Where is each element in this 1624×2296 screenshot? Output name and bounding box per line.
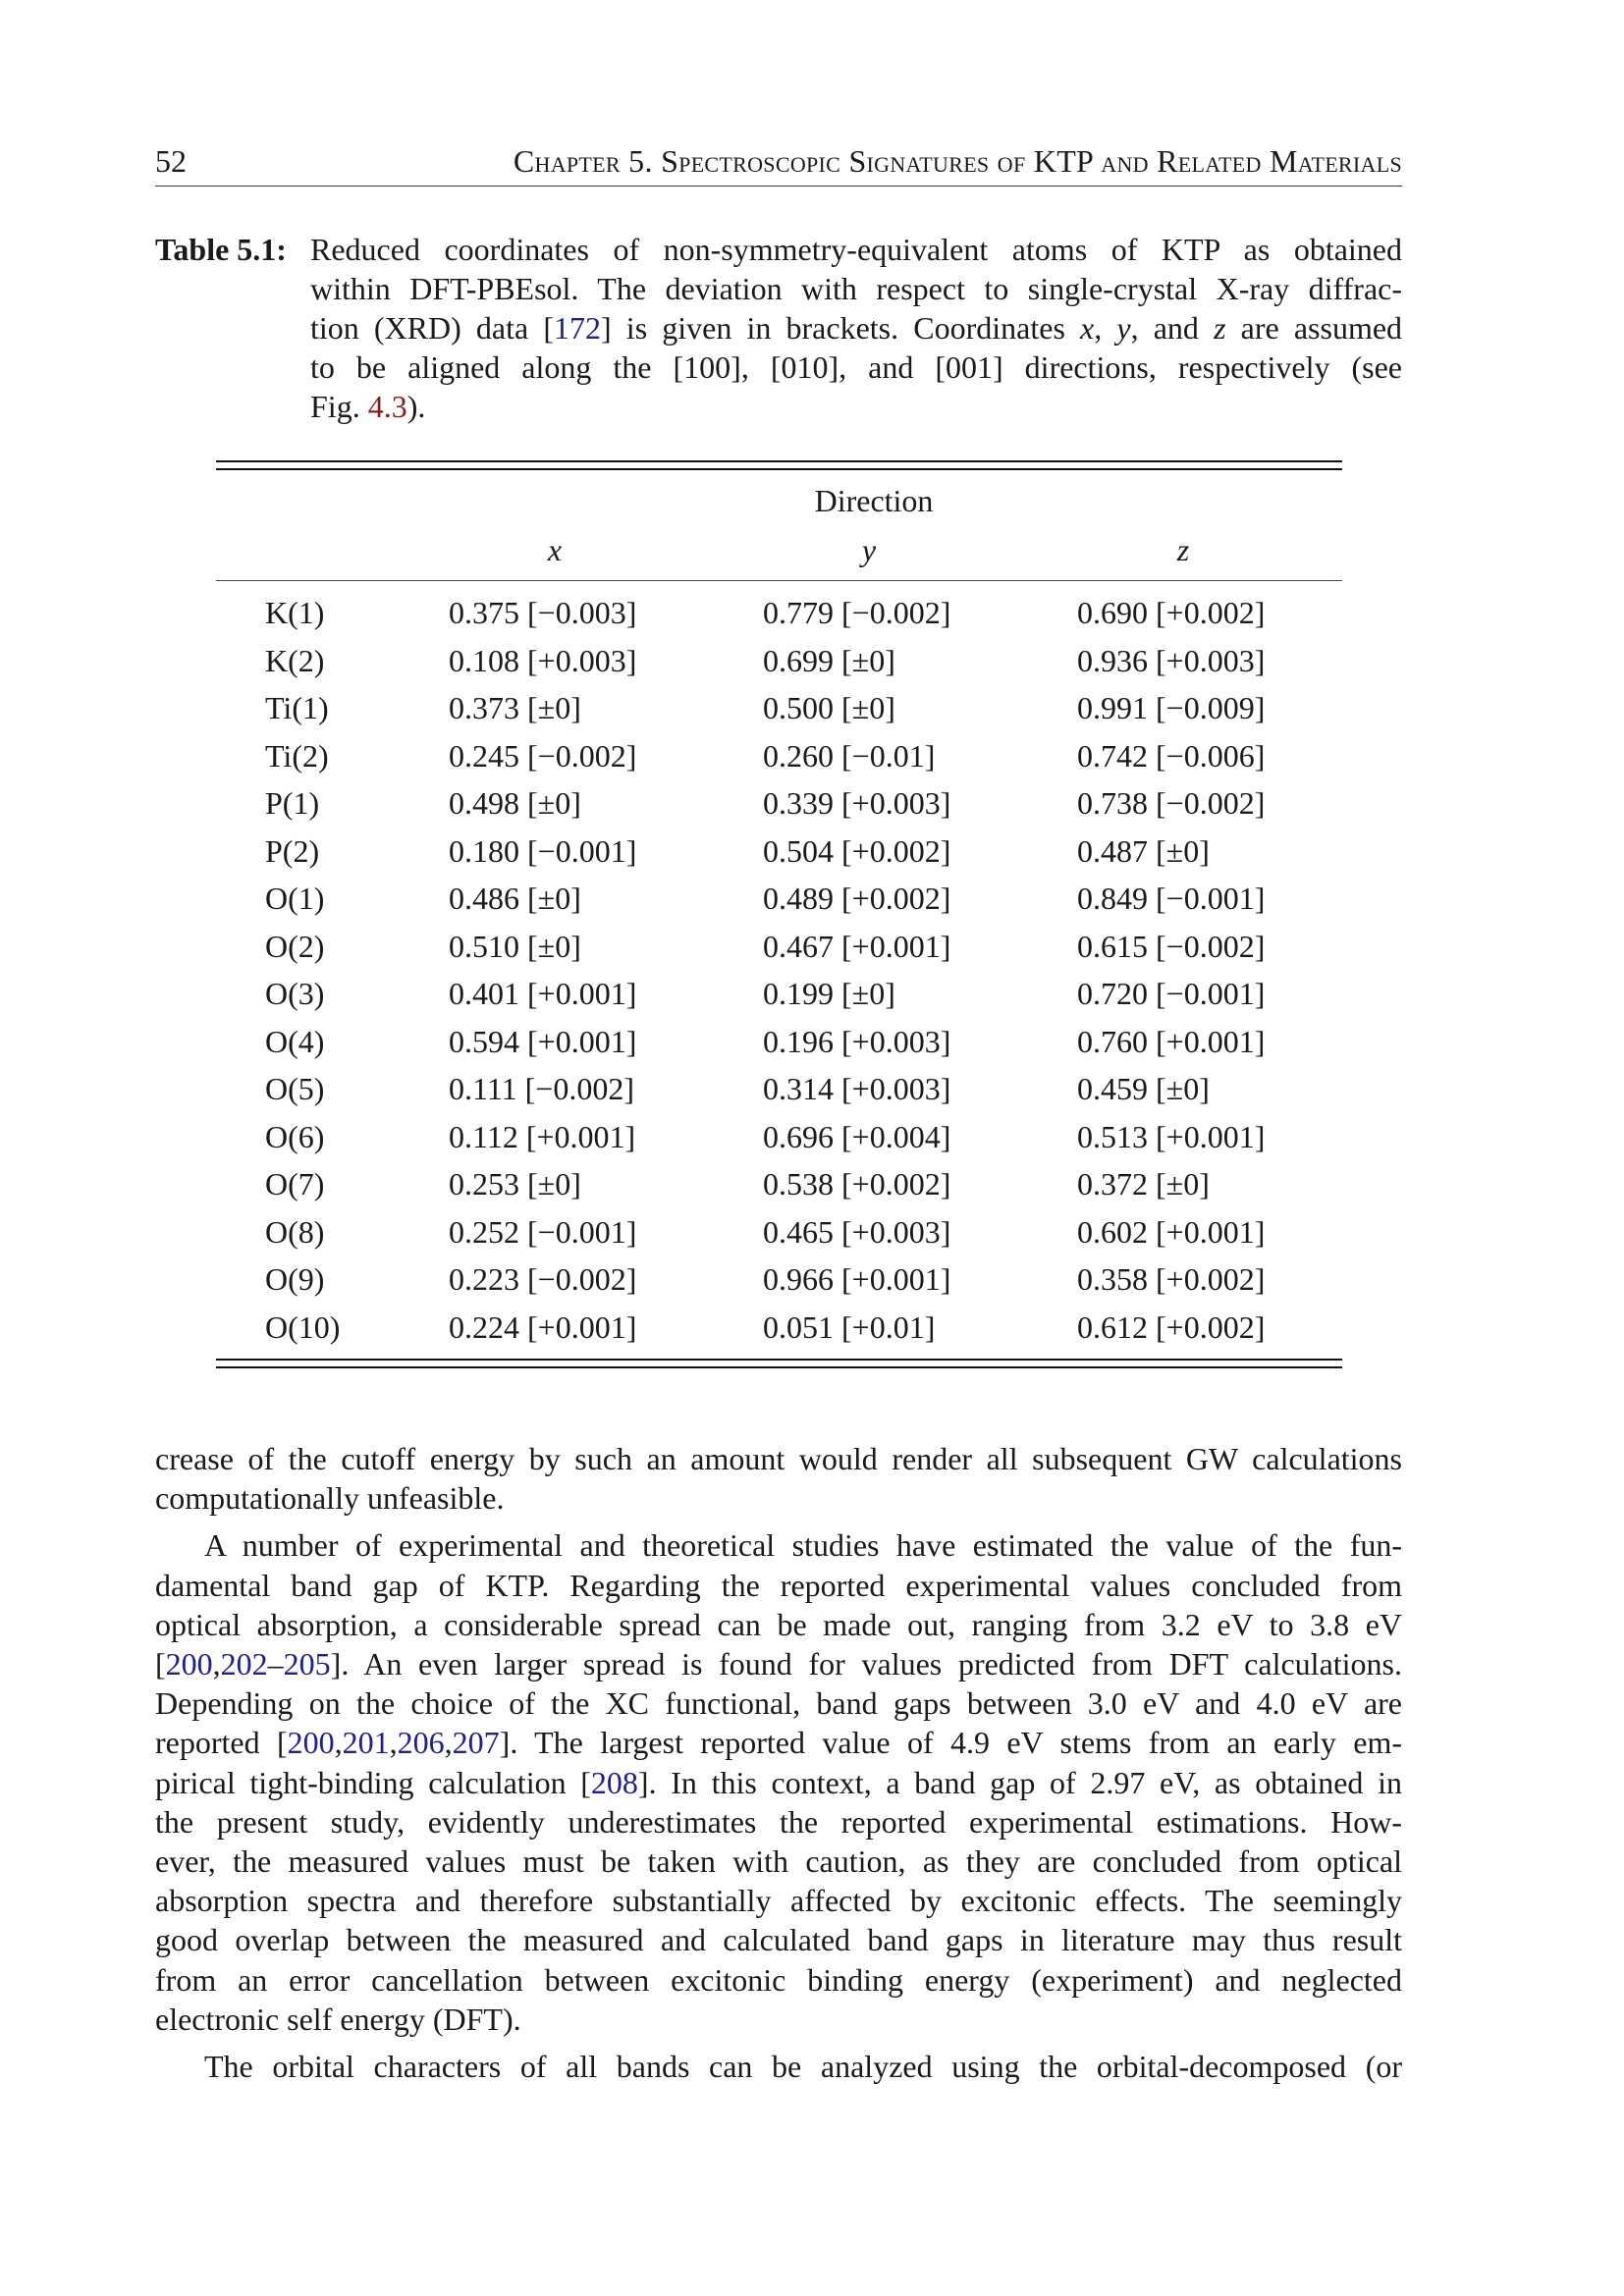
citation-link[interactable]: 208	[590, 1764, 638, 1800]
x-coordinate: 0.373 [±0]	[449, 690, 581, 725]
text-line	[155, 1842, 1402, 1881]
text-line	[155, 1566, 1402, 1605]
top-rule-inner	[216, 468, 1342, 470]
y-coordinate: 0.051 [+0.01]	[763, 1308, 936, 1345]
running-header: Chapter 5. Spectroscopic Signatures of KTP and Related Materials	[513, 143, 1402, 179]
text-line	[155, 1683, 1402, 1723]
y-coordinate: 0.538 [+0.002]	[763, 1166, 951, 1201]
column-header-z: z	[1176, 532, 1190, 567]
y-coordinate: 0.465 [+0.003]	[763, 1213, 951, 1250]
citation-link[interactable]: 206	[397, 1725, 445, 1761]
x-coordinate: 0.252 [−0.001]	[449, 1213, 637, 1250]
top-rule	[216, 460, 1342, 462]
y-coordinate: 0.199 [±0]	[763, 976, 895, 1011]
citation-link[interactable]: 205	[283, 1646, 331, 1682]
text-segment: Reduced coordinates of non-symmetry-equivalent atoms of KTP as obtained	[310, 232, 1402, 267]
text-segment: ]. The largest reported value of 4.9 eV stems from an early em-	[499, 1725, 1403, 1761]
citation-link[interactable]: 202	[220, 1646, 268, 1682]
text-segment: damental band gap of KTP. Regarding the reported experimental values concluded from	[155, 1567, 1402, 1603]
text-segment: absorption spectra and therefore substantially affected by excitonic effects. The seemingly	[155, 1883, 1402, 1919]
header-rule	[155, 186, 1402, 187]
text-segment: ,	[444, 1725, 453, 1761]
text-segment: , and	[1130, 310, 1215, 346]
y-coordinate: 0.699 [±0]	[763, 642, 895, 678]
x-coordinate: 0.253 [±0]	[449, 1166, 581, 1201]
atom-label: O(8)	[265, 1213, 325, 1250]
citation-link[interactable]: 172	[554, 310, 602, 346]
x-coordinate: 0.401 [+0.001]	[449, 976, 637, 1011]
text-line	[155, 1439, 1402, 1478]
text-segment: electronic self energy (DFT).	[155, 2001, 521, 2037]
text-segment: computationally unfeasible.	[155, 1480, 505, 1517]
text-segment: from an error cancellation between excitonic binding energy (experiment) and neglected	[155, 1961, 1402, 1998]
atom-label: O(7)	[265, 1166, 325, 1201]
text-segment: good overlap between the measured and calculated band gaps in literature may thus result	[155, 1922, 1402, 1958]
text-segment: to be aligned along the [100], [010], and [001] directions, respectively (see	[310, 349, 1402, 385]
text-segment: –	[267, 1646, 284, 1682]
text-segment: ]. In this context, a band gap of 2.97 eV, as obtained in	[637, 1764, 1403, 1800]
y-coordinate: 0.696 [+0.004]	[763, 1118, 951, 1154]
atom-label: O(5)	[265, 1071, 325, 1106]
text-line	[155, 1478, 1402, 1518]
math-variable: y	[1116, 310, 1131, 346]
text-segment: ,	[1094, 310, 1117, 346]
atom-label: P(2)	[265, 832, 320, 869]
citation-link[interactable]: 200	[165, 1646, 213, 1682]
text-segment: Depending on the choice of the XC functional, band gaps between 3.0 eV and 4.0 eV are	[155, 1685, 1402, 1722]
atom-label: O(4)	[265, 1023, 325, 1059]
z-coordinate: 0.615 [−0.002]	[1077, 928, 1266, 964]
text-line	[204, 2047, 1402, 2086]
x-coordinate: 0.486 [±0]	[449, 881, 581, 916]
x-coordinate: 0.224 [+0.001]	[449, 1308, 637, 1345]
text-segment: reported [	[155, 1725, 288, 1761]
atom-label: O(10)	[265, 1308, 341, 1345]
text-line	[155, 2000, 1402, 2039]
text-line	[310, 347, 1402, 387]
y-coordinate: 0.489 [+0.002]	[763, 881, 951, 916]
x-coordinate: 0.180 [−0.001]	[449, 832, 637, 869]
text-segment: crease of the cutoff energy by such an amount would render all subsequent GW calculations	[155, 1441, 1402, 1476]
mid-rule	[216, 580, 1342, 581]
text-segment: ,	[212, 1646, 221, 1682]
group-header-direction: Direction	[814, 483, 934, 518]
z-coordinate: 0.459 [±0]	[1077, 1071, 1210, 1106]
text-segment: ,	[389, 1725, 398, 1761]
z-coordinate: 0.849 [−0.001]	[1077, 881, 1266, 916]
figure-reference-link[interactable]: 4.3	[367, 389, 407, 424]
x-coordinate: 0.245 [−0.002]	[449, 737, 637, 774]
text-segment: The orbital characters of all bands can be analyzed using the orbital-decomposed (or	[204, 2049, 1402, 2084]
text-segment: pirical tight-binding calculation [	[155, 1764, 591, 1800]
table-caption-label: Table 5.1:	[155, 232, 287, 267]
y-coordinate: 0.779 [−0.002]	[763, 595, 951, 630]
z-coordinate: 0.720 [−0.001]	[1077, 976, 1266, 1011]
text-segment: ,	[334, 1725, 343, 1761]
y-coordinate: 0.196 [+0.003]	[763, 1023, 951, 1059]
atom-label: O(1)	[265, 881, 325, 916]
text-line	[155, 1881, 1402, 1920]
citation-link[interactable]: 201	[342, 1725, 390, 1761]
text-segment: within DFT-PBEsol. The deviation with respect to single-crystal X-ray diffrac-	[310, 271, 1402, 306]
text-line	[204, 1525, 1402, 1565]
text-line	[155, 1763, 1402, 1802]
y-coordinate: 0.966 [+0.001]	[763, 1261, 951, 1297]
text-line	[310, 308, 1402, 347]
text-line	[155, 1605, 1402, 1644]
bottom-rule-inner	[216, 1359, 1342, 1361]
z-coordinate: 0.738 [−0.002]	[1077, 785, 1266, 821]
atom-label: K(2)	[265, 642, 325, 678]
atom-label: K(1)	[265, 595, 325, 630]
text-line	[155, 1920, 1402, 1959]
text-segment: ).	[406, 389, 426, 424]
citation-link[interactable]: 207	[452, 1725, 500, 1761]
z-coordinate: 0.513 [+0.001]	[1077, 1118, 1266, 1154]
atom-label: O(2)	[265, 928, 325, 964]
text-line	[155, 1802, 1402, 1842]
atom-label: P(1)	[265, 785, 320, 821]
text-segment: the present study, evidently underestimates the reported experimental estimations. How-	[155, 1803, 1402, 1840]
x-coordinate: 0.112 [+0.001]	[449, 1118, 636, 1154]
text-line	[155, 1723, 1402, 1762]
column-header-y: y	[861, 532, 877, 567]
z-coordinate: 0.936 [+0.003]	[1077, 642, 1266, 678]
x-coordinate: 0.108 [+0.003]	[449, 642, 637, 678]
page-number: 52	[155, 143, 187, 179]
z-coordinate: 0.372 [±0]	[1077, 1166, 1210, 1201]
text-segment: are assumed	[1225, 310, 1403, 346]
text-segment: optical absorption, a considerable spread can be made out, ranging from 3.2 eV to 3.8 eV	[155, 1606, 1402, 1642]
text-segment: ] is given in brackets. Coordinates	[601, 310, 1081, 346]
y-coordinate: 0.500 [±0]	[763, 690, 895, 725]
y-coordinate: 0.260 [−0.01]	[763, 737, 936, 774]
z-coordinate: 0.602 [+0.001]	[1077, 1213, 1266, 1250]
y-coordinate: 0.314 [+0.003]	[763, 1071, 951, 1106]
text-line	[310, 269, 1402, 308]
z-coordinate: 0.742 [−0.006]	[1077, 737, 1266, 774]
atom-label: Ti(2)	[265, 737, 329, 774]
atom-label: O(3)	[265, 976, 325, 1011]
x-coordinate: 0.111 [−0.002]	[449, 1071, 634, 1106]
x-coordinate: 0.510 [±0]	[449, 928, 581, 964]
column-header-x: x	[547, 532, 563, 567]
z-coordinate: 0.690 [+0.002]	[1077, 595, 1266, 630]
z-coordinate: 0.760 [+0.001]	[1077, 1023, 1266, 1059]
atom-label: O(9)	[265, 1261, 325, 1297]
x-coordinate: 0.498 [±0]	[449, 785, 581, 821]
y-coordinate: 0.339 [+0.003]	[763, 785, 951, 821]
text-segment: tion (XRD) data [	[310, 310, 555, 346]
text-segment: Fig.	[310, 389, 368, 424]
z-coordinate: 0.358 [+0.002]	[1077, 1261, 1266, 1297]
math-variable: x	[1080, 310, 1095, 346]
x-coordinate: 0.223 [−0.002]	[449, 1261, 637, 1297]
y-coordinate: 0.467 [+0.001]	[763, 928, 951, 964]
text-segment: ]. An even larger spread is found for values predicted from DFT calculations.	[330, 1646, 1402, 1682]
text-line	[155, 1960, 1402, 2000]
math-variable: z	[1214, 310, 1226, 346]
atom-label: Ti(1)	[265, 690, 329, 725]
atom-label: O(6)	[265, 1118, 325, 1154]
z-coordinate: 0.487 [±0]	[1077, 832, 1210, 869]
text-segment: ever, the measured values must be taken with caution, as they are concluded from optical	[155, 1843, 1402, 1879]
x-coordinate: 0.375 [−0.003]	[449, 595, 637, 630]
text-segment: [	[155, 1646, 166, 1682]
z-coordinate: 0.991 [−0.009]	[1077, 690, 1266, 725]
bottom-rule	[216, 1366, 1342, 1368]
citation-link[interactable]: 200	[287, 1725, 335, 1761]
z-coordinate: 0.612 [+0.002]	[1077, 1308, 1266, 1345]
y-coordinate: 0.504 [+0.002]	[763, 832, 951, 869]
x-coordinate: 0.594 [+0.001]	[449, 1023, 637, 1059]
text-line	[310, 387, 1402, 426]
text-line	[310, 230, 1402, 269]
text-segment: A number of experimental and theoretical studies have estimated the value of the fun-	[204, 1527, 1402, 1564]
text-line	[155, 1644, 1402, 1683]
